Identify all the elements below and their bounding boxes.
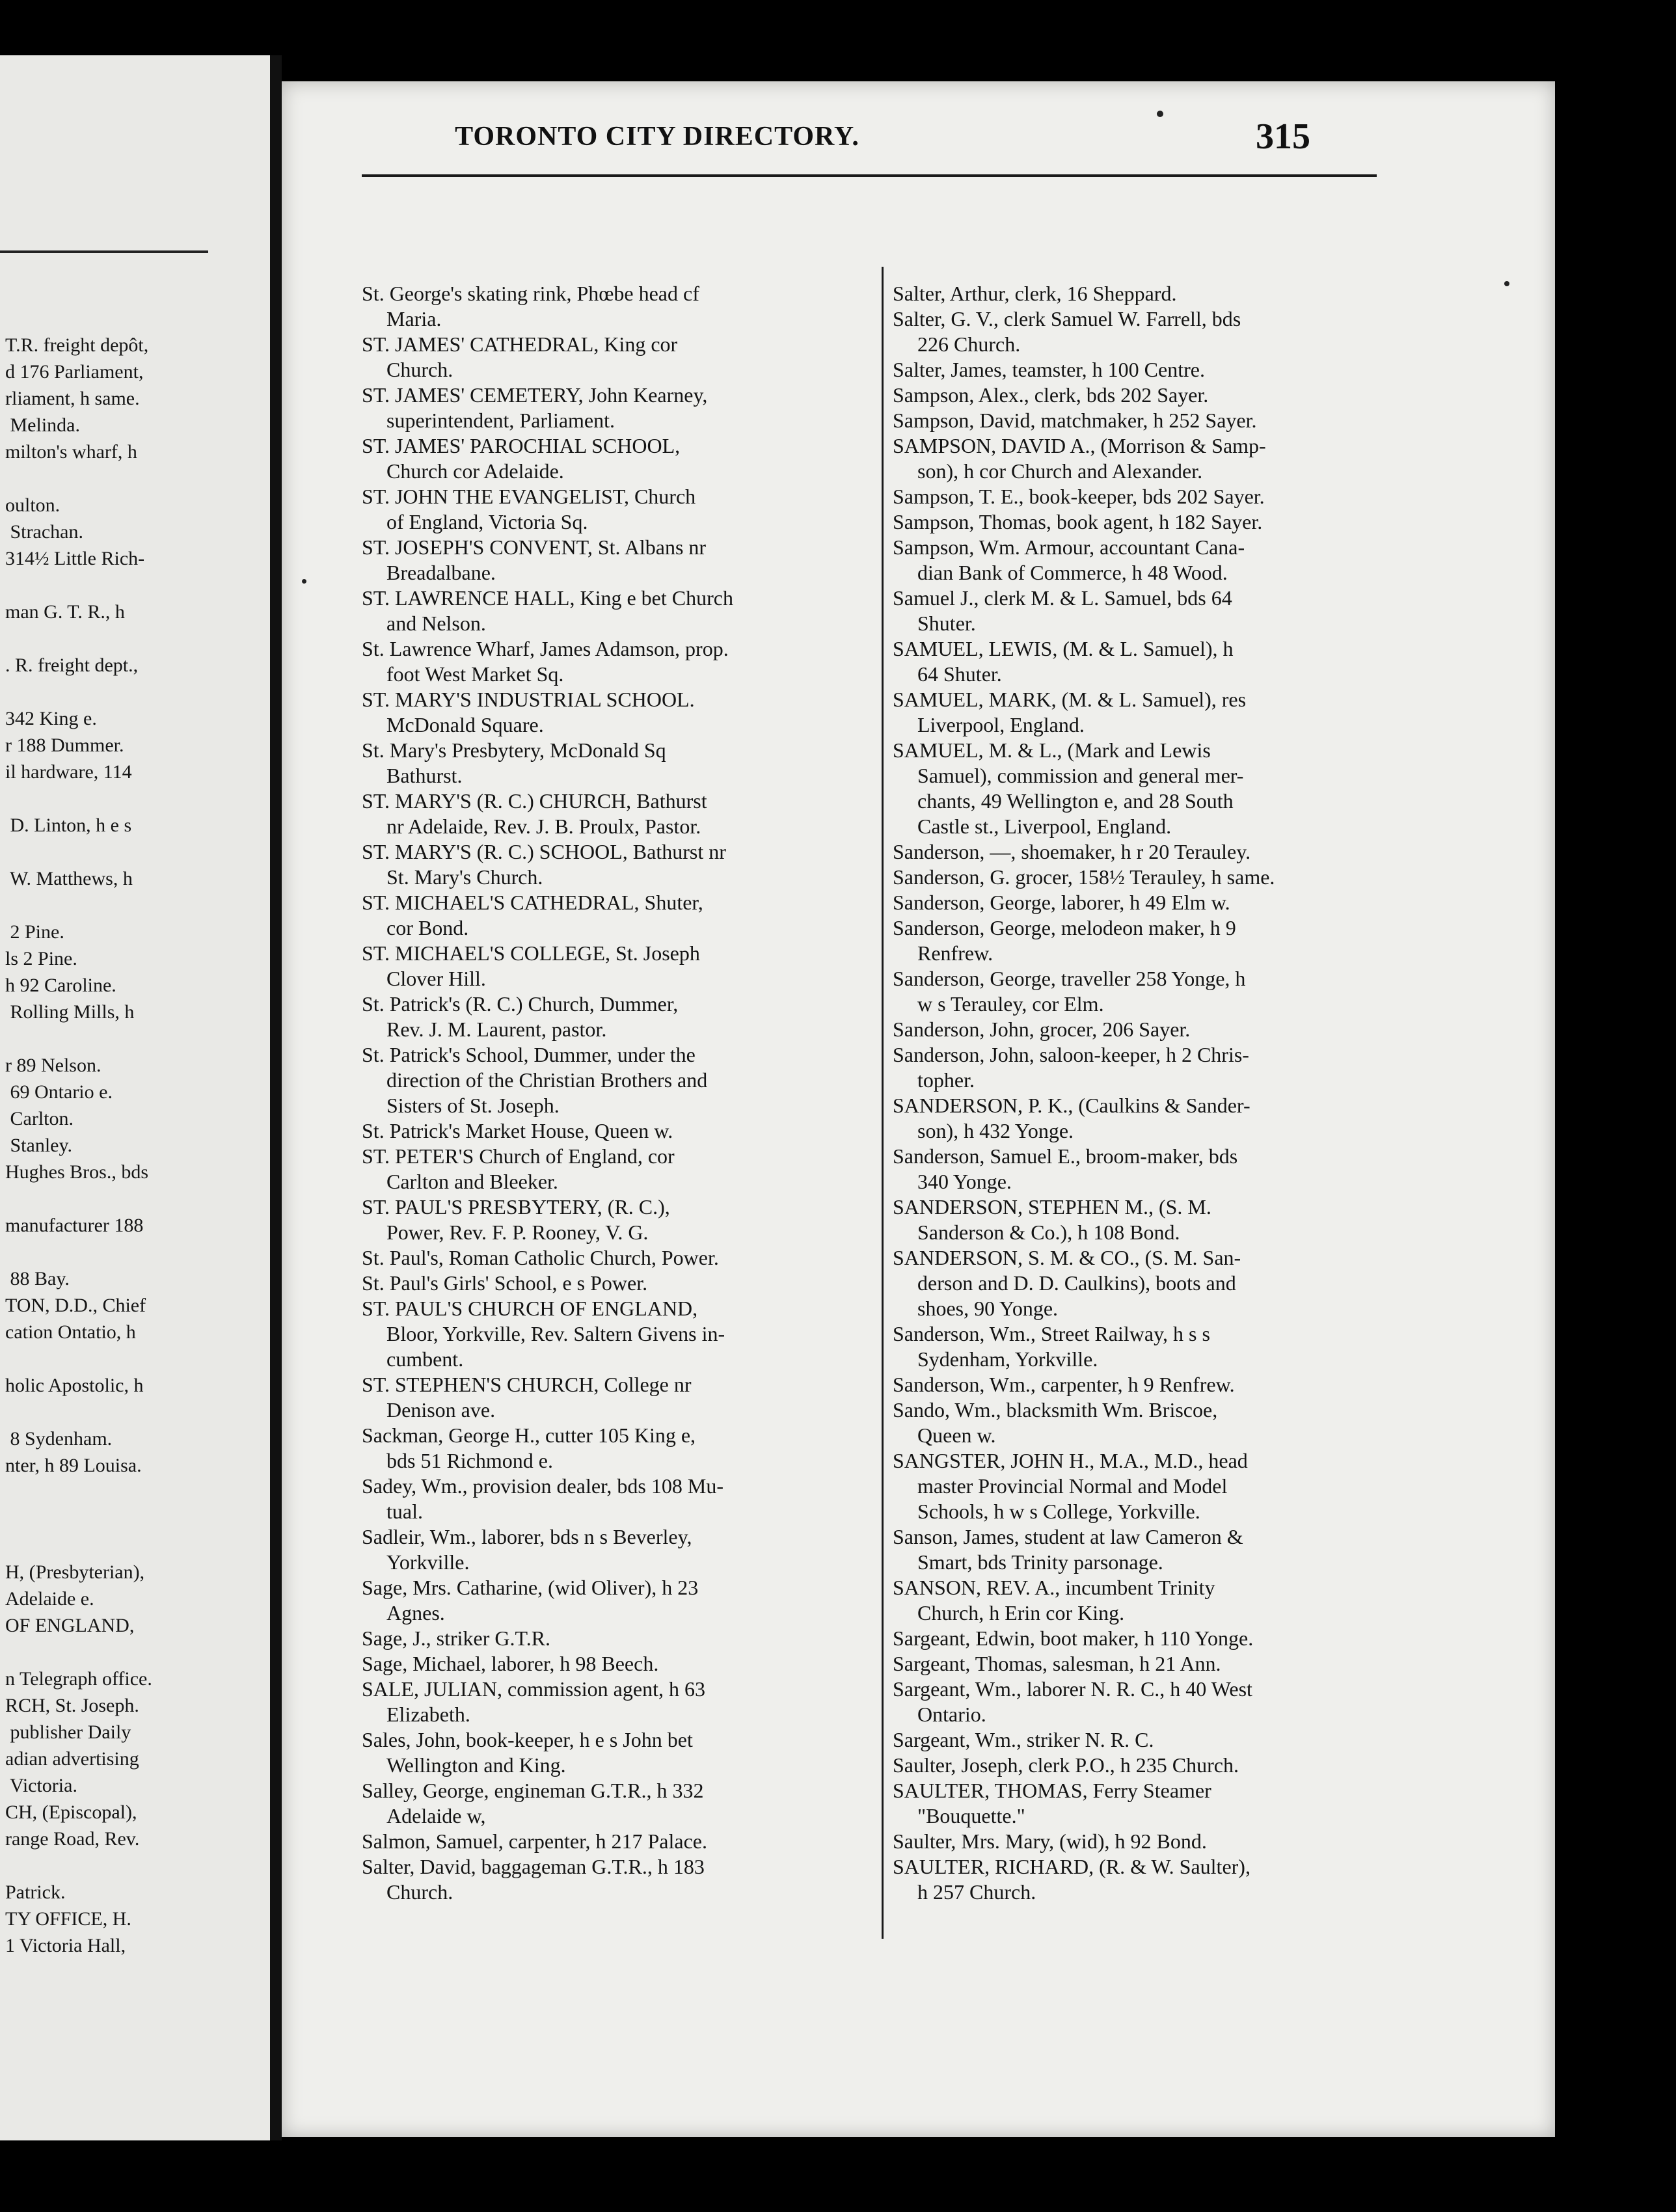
fragment-line: n Telegraph office. (5, 1668, 152, 1690)
directory-entry (362, 383, 856, 433)
directory-entry (362, 636, 856, 687)
directory-entry (893, 408, 1397, 433)
fragment-line: ls 2 Pine. (5, 948, 77, 969)
fragment-line: range Road, Rev. (5, 1828, 140, 1850)
entry-name-line: Sargeant, Wm., laborer N. R. C., h 40 West (893, 1677, 1252, 1701)
entry-continuation-line: Church cor Adelaide. (386, 459, 564, 483)
directory-entry (893, 383, 1397, 408)
fragment-line: OF ENGLAND, (5, 1615, 135, 1636)
entry-continuation-line: topher. (917, 1068, 975, 1092)
directory-entry (893, 1321, 1397, 1372)
directory-entry (362, 1194, 856, 1245)
fragment-line: H, (Presbyterian), (5, 1561, 145, 1583)
entry-continuation-line: superintendent, Parliament. (386, 409, 615, 432)
fragment-line: adian advertising (5, 1748, 139, 1770)
directory-entry (893, 1727, 1397, 1753)
entry-name-line: SANGSTER, JOHN H., M.A., M.D., head (893, 1449, 1248, 1472)
directory-entry (362, 1727, 856, 1778)
entry-name-line: ST. LAWRENCE HALL, King e bet Church (362, 586, 733, 610)
fragment-line: Adelaide e. (5, 1588, 94, 1610)
fragment-line: r 89 Nelson. (5, 1055, 101, 1076)
previous-page-text (5, 332, 270, 1959)
entry-name-line: SAMUEL, M. & L., (Mark and Lewis (893, 738, 1211, 762)
directory-entry (362, 789, 856, 839)
directory-entry (893, 433, 1397, 484)
directory-entry (362, 738, 856, 789)
directory-entry (362, 1778, 856, 1829)
directory-entry (362, 1829, 856, 1854)
entry-name-line: Sales, John, book-keeper, h e s John bet (362, 1728, 693, 1751)
entry-name-line: Sackman, George H., cutter 105 King e, (362, 1423, 696, 1447)
entry-continuation-line: cor Bond. (386, 916, 469, 939)
fragment-line: Victoria. (5, 1775, 77, 1796)
fragment-line: oulton. (5, 494, 61, 516)
entry-name-line: Sanderson, John, saloon-keeper, h 2 Chris- (893, 1043, 1249, 1066)
entry-name-line: ST. PETER'S Church of England, cor (362, 1144, 675, 1168)
directory-entry (893, 586, 1397, 636)
fragment-line (5, 679, 270, 705)
entry-name-line: ST. MARY'S (R. C.) CHURCH, Bathurst (362, 789, 707, 813)
fragment-line: Melinda. (5, 414, 80, 436)
entry-name-line: ST. STEPHEN'S CHURCH, College nr (362, 1373, 692, 1396)
fragment-line: Carlton. (5, 1108, 74, 1129)
entry-continuation-line: 340 Yonge. (917, 1170, 1012, 1193)
directory-entry (893, 1651, 1397, 1677)
entry-name-line: Saulter, Mrs. Mary, (wid), h 92 Bond. (893, 1829, 1207, 1853)
entry-name-line: Sadey, Wm., provision dealer, bds 108 Mu- (362, 1474, 723, 1498)
entry-name-line: Sampson, Wm. Armour, accountant Cana- (893, 535, 1245, 559)
entry-name-line: Sanderson, Wm., carpenter, h 9 Renfrew. (893, 1373, 1235, 1396)
entry-name-line: SAMUEL, MARK, (M. & L. Samuel), res (893, 688, 1247, 711)
directory-entry (362, 1245, 856, 1271)
entry-name-line: Sage, J., striker G.T.R. (362, 1626, 551, 1650)
entry-continuation-line: derson and D. D. Caulkins), boots and (917, 1271, 1236, 1295)
entry-continuation-line: Denison ave. (386, 1398, 496, 1422)
entry-continuation-line: cumbent. (386, 1347, 464, 1371)
fragment-line: W. Matthews, h (5, 868, 133, 889)
directory-entry (362, 1677, 856, 1727)
directory-entry (893, 1448, 1397, 1524)
entry-continuation-line: Yorkville. (386, 1550, 470, 1574)
entry-continuation-line: direction of the Christian Brothers and (386, 1068, 708, 1092)
fragment-line: CH, (Episcopal), (5, 1801, 137, 1823)
directory-entry (362, 1651, 856, 1677)
directory-entry (893, 966, 1397, 1017)
fragment-line (5, 1399, 270, 1425)
entry-name-line: Sanson, James, student at law Cameron & (893, 1525, 1243, 1548)
directory-entry (893, 1093, 1397, 1144)
fragment-line: cation Ontatio, h (5, 1321, 136, 1343)
page-number: 315 (1256, 116, 1310, 157)
entry-name-line: Sanderson, George, laborer, h 49 Elm w. (893, 891, 1230, 914)
directory-entry (893, 1042, 1397, 1093)
entry-continuation-line: Rev. J. M. Laurent, pastor. (386, 1018, 607, 1041)
fragment-line (5, 1345, 270, 1372)
entry-continuation-line: and Nelson. (386, 612, 486, 635)
directory-entry (893, 865, 1397, 890)
entry-name-line: Sanderson, Wm., Street Railway, h s s (893, 1322, 1210, 1345)
entry-continuation-line: Church, h Erin cor King. (917, 1601, 1125, 1625)
entry-name-line: Salter, David, baggageman G.T.R., h 183 (362, 1855, 705, 1878)
entry-name-line: ST. MARY'S (R. C.) SCHOOL, Bathurst nr (362, 840, 726, 863)
directory-entry (362, 1423, 856, 1474)
directory-entry (893, 306, 1397, 357)
entry-continuation-line: Agnes. (386, 1601, 445, 1625)
entry-continuation-line: son), h cor Church and Alexander. (917, 459, 1203, 483)
entry-name-line: St. Patrick's Market House, Queen w. (362, 1119, 673, 1142)
fragment-line: Patrick. (5, 1882, 66, 1903)
directory-entry (893, 1194, 1397, 1245)
fragment-line: 2 Pine. (5, 921, 64, 943)
fragment-line (5, 785, 270, 812)
directory-entry (362, 1575, 856, 1626)
entry-continuation-line: Smart, bds Trinity parsonage. (917, 1550, 1163, 1574)
directory-entry (893, 1854, 1397, 1905)
fragment-line (5, 625, 270, 652)
fragment-line: milton's wharf, h (5, 441, 137, 463)
entry-name-line: SANDERSON, STEPHEN M., (S. M. (893, 1195, 1211, 1219)
fragment-line: publisher Daily (5, 1721, 131, 1743)
entry-name-line: St. Mary's Presbytery, McDonald Sq (362, 738, 666, 762)
entry-continuation-line: 226 Church. (917, 332, 1021, 356)
entry-name-line: Sargeant, Wm., striker N. R. C. (893, 1728, 1154, 1751)
directory-entry (893, 1778, 1397, 1829)
fragment-line: 342 King e. (5, 708, 97, 729)
directory-entry (362, 535, 856, 586)
entry-continuation-line: McDonald Square. (386, 713, 544, 736)
fragment-line: 314½ Little Rich- (5, 548, 145, 569)
directory-entry (362, 332, 856, 383)
entry-name-line: SANSON, REV. A., incumbent Trinity (893, 1576, 1215, 1599)
fragment-line (5, 572, 270, 599)
entry-continuation-line: Castle st., Liverpool, England. (917, 815, 1172, 838)
directory-entry (893, 1372, 1397, 1397)
entry-continuation-line: Breadalbane. (386, 561, 496, 584)
entry-continuation-line: Shuter. (917, 612, 976, 635)
fragment-line (5, 1239, 270, 1265)
fragment-line (5, 839, 270, 865)
entry-continuation-line: Church. (386, 358, 453, 381)
directory-entry (893, 687, 1397, 738)
entry-continuation-line: Queen w. (917, 1423, 996, 1447)
directory-entry (362, 1271, 856, 1296)
entry-continuation-line: Ontario. (917, 1703, 986, 1726)
entry-name-line: SAULTER, THOMAS, Ferry Steamer (893, 1779, 1211, 1802)
entry-name-line: SANDERSON, P. K., (Caulkins & Sander- (893, 1094, 1250, 1117)
directory-entry (893, 915, 1397, 966)
entry-name-line: Salter, James, teamster, h 100 Centre. (893, 358, 1205, 381)
directory-entry (893, 1753, 1397, 1778)
directory-entry (893, 1017, 1397, 1042)
fragment-line: holic Apostolic, h (5, 1375, 144, 1396)
fragment-line: Hughes Bros., bds (5, 1161, 149, 1183)
entry-continuation-line: son), h 432 Yonge. (917, 1119, 1074, 1142)
fragment-line: D. Linton, h e s (5, 815, 132, 836)
directory-entry (893, 509, 1397, 535)
entry-continuation-line: tual. (386, 1500, 423, 1523)
fragment-line: 69 Ontario e. (5, 1081, 113, 1103)
entry-continuation-line: Sisters of St. Joseph. (386, 1094, 560, 1117)
entry-name-line: ST. MICHAEL'S CATHEDRAL, Shuter, (362, 891, 703, 914)
entry-name-line: SAMUEL, LEWIS, (M. & L. Samuel), h (893, 637, 1234, 660)
previous-page-header-rule (0, 250, 208, 253)
entry-name-line: SANDERSON, S. M. & CO., (S. M. San- (893, 1246, 1241, 1269)
directory-entry (893, 1626, 1397, 1651)
entry-name-line: Sando, Wm., blacksmith Wm. Briscoe, (893, 1398, 1218, 1422)
entry-continuation-line: Power, Rev. F. P. Rooney, V. G. (386, 1221, 649, 1244)
entry-name-line: Samuel J., clerk M. & L. Samuel, bds 64 (893, 586, 1232, 610)
entry-name-line: Sanderson, George, traveller 258 Yonge, h (893, 967, 1246, 990)
fragment-line: manufacturer 188 (5, 1215, 144, 1236)
print-speck (1157, 111, 1163, 117)
entry-name-line: SALE, JULIAN, commission agent, h 63 (362, 1677, 705, 1701)
entry-name-line: SAMPSON, DAVID A., (Morrison & Samp- (893, 434, 1266, 457)
directory-entry (362, 1296, 856, 1372)
fragment-line: 88 Bay. (5, 1268, 70, 1289)
entry-continuation-line: dian Bank of Commerce, h 48 Wood. (917, 561, 1228, 584)
entry-name-line: Sargeant, Edwin, boot maker, h 110 Yonge. (893, 1626, 1254, 1650)
fragment-line: rliament, h same. (5, 388, 140, 409)
entry-name-line: St. Lawrence Wharf, James Adamson, prop. (362, 637, 729, 660)
entry-name-line: Salmon, Samuel, carpenter, h 217 Palace. (362, 1829, 707, 1853)
entry-continuation-line: 64 Shuter. (917, 662, 1002, 686)
fragment-line (5, 465, 270, 492)
entry-continuation-line: Church. (386, 1880, 453, 1904)
entry-continuation-line: h 257 Church. (917, 1880, 1036, 1904)
entry-continuation-line: Sydenham, Yorkville. (917, 1347, 1098, 1371)
entry-name-line: Sage, Mrs. Catharine, (wid Oliver), h 23 (362, 1576, 699, 1599)
directory-entry (362, 1144, 856, 1194)
fragment-line (5, 1185, 270, 1212)
entry-continuation-line: Maria. (386, 307, 442, 330)
page-title: TORONTO CITY DIRECTORY. (455, 122, 859, 152)
directory-entry (893, 1524, 1397, 1575)
fragment-line (5, 1479, 270, 1505)
fragment-line: nter, h 89 Louisa. (5, 1455, 142, 1476)
directory-entry (362, 1524, 856, 1575)
directory-entry (362, 1626, 856, 1651)
directory-entry (893, 1245, 1397, 1321)
entry-name-line: ST. JAMES' PAROCHIAL SCHOOL, (362, 434, 681, 457)
directory-entry (893, 839, 1397, 865)
entry-continuation-line: Clover Hill. (386, 967, 486, 990)
entry-continuation-line: Carlton and Bleeker. (386, 1170, 558, 1193)
entry-name-line: St. Paul's, Roman Catholic Church, Power. (362, 1246, 719, 1269)
column-divider (882, 267, 884, 1939)
fragment-line (5, 1639, 270, 1666)
directory-entry (893, 1575, 1397, 1626)
fragment-line: TON, D.D., Chief (5, 1295, 146, 1316)
directory-entry (362, 1474, 856, 1524)
entry-name-line: ST. MARY'S INDUSTRIAL SCHOOL. (362, 688, 695, 711)
entry-name-line: ST. MICHAEL'S COLLEGE, St. Joseph (362, 941, 700, 965)
fragment-line (5, 1532, 270, 1559)
entry-name-line: Sage, Michael, laborer, h 98 Beech. (362, 1652, 659, 1675)
directory-entry (893, 738, 1397, 839)
entry-name-line: Saulter, Joseph, clerk P.O., h 235 Church. (893, 1753, 1239, 1777)
entry-name-line: Salley, George, engineman G.T.R., h 332 (362, 1779, 704, 1802)
directory-entry (893, 890, 1397, 915)
fragment-line: d 176 Parliament, (5, 361, 144, 383)
entry-name-line: Sampson, David, matchmaker, h 252 Sayer. (893, 409, 1257, 432)
fragment-line: Strachan. (5, 521, 83, 543)
fragment-line: Rolling Mills, h (5, 1001, 135, 1023)
entry-name-line: Sanderson, —, shoemaker, h r 20 Terauley. (893, 840, 1251, 863)
directory-entry (362, 991, 856, 1042)
entry-continuation-line: Wellington and King. (386, 1753, 566, 1777)
entry-name-line: Salter, G. V., clerk Samuel W. Farrell, bds (893, 307, 1241, 330)
entry-continuation-line: nr Adelaide, Rev. J. B. Proulx, Pastor. (386, 815, 701, 838)
entry-name-line: Sanderson, G. grocer, 158½ Terauley, h same. (893, 865, 1275, 889)
entry-continuation-line: chants, 49 Wellington e, and 28 South (917, 789, 1234, 813)
directory-entry (362, 941, 856, 991)
page-gutter (270, 55, 282, 2140)
entry-continuation-line: St. Mary's Church. (386, 865, 543, 889)
directory-entry (362, 687, 856, 738)
directory-entry (893, 1677, 1397, 1727)
entry-name-line: Sampson, T. E., book-keeper, bds 202 Sayer. (893, 485, 1265, 508)
entry-name-line: St. Paul's Girls' School, e s Power. (362, 1271, 648, 1295)
entry-name-line: Sadleir, Wm., laborer, bds n s Beverley, (362, 1525, 692, 1548)
fragment-line: il hardware, 114 (5, 761, 132, 783)
fragment-line: h 92 Caroline. (5, 975, 116, 996)
fragment-line: Stanley. (5, 1135, 73, 1156)
fragment-line: . R. freight dept., (5, 654, 139, 676)
directory-entry (893, 535, 1397, 586)
entry-name-line: ST. JOHN THE EVANGELIST, Church (362, 485, 696, 508)
entry-name-line: ST. JAMES' CATHEDRAL, King cor (362, 332, 678, 356)
entry-continuation-line: w s Terauley, cor Elm. (917, 992, 1104, 1016)
entry-name-line: St. Patrick's (R. C.) Church, Dummer, (362, 992, 679, 1016)
entry-name-line: ST. JOSEPH'S CONVENT, St. Albans nr (362, 535, 707, 559)
directory-entry (893, 1397, 1397, 1448)
previous-page-fragment (0, 55, 270, 2140)
fragment-line: 1 Victoria Hall, (5, 1935, 126, 1956)
directory-entry (362, 1042, 856, 1118)
fragment-line: T.R. freight depôt, (5, 334, 149, 356)
fragment-line: RCH, St. Joseph. (5, 1695, 139, 1716)
fragment-line (5, 1852, 270, 1879)
entry-continuation-line: Liverpool, England. (917, 713, 1085, 736)
entry-continuation-line: Bloor, Yorkville, Rev. Saltern Givens in- (386, 1322, 725, 1345)
fragment-line: TY OFFICE, H. (5, 1908, 131, 1930)
fragment-line (5, 1505, 270, 1532)
fragment-line: 8 Sydenham. (5, 1428, 113, 1450)
entry-name-line: Sanderson, Samuel E., broom-maker, bds (893, 1144, 1238, 1168)
entry-continuation-line: foot West Market Sq. (386, 662, 564, 686)
fragment-line (5, 1025, 270, 1052)
fragment-line: r 188 Dummer. (5, 735, 124, 756)
entry-continuation-line: shoes, 90 Yonge. (917, 1297, 1059, 1320)
directory-column-left (362, 281, 856, 1905)
entry-name-line: Sampson, Alex., clerk, bds 202 Sayer. (893, 383, 1209, 407)
entry-name-line: Sanderson, George, melodeon maker, h 9 (893, 916, 1236, 939)
entry-continuation-line: Adelaide w, (386, 1804, 486, 1828)
entry-continuation-line: "Bouquette." (917, 1804, 1025, 1828)
directory-entry (362, 281, 856, 332)
entry-name-line: Salter, Arthur, clerk, 16 Sheppard. (893, 282, 1177, 305)
entry-name-line: St. George's skating rink, Phœbe head cf (362, 282, 699, 305)
directory-entry (893, 484, 1397, 509)
directory-entry (362, 1118, 856, 1144)
directory-entry (362, 1854, 856, 1905)
entry-continuation-line: Renfrew. (917, 941, 993, 965)
entry-continuation-line: bds 51 Richmond e. (386, 1449, 553, 1472)
print-speck (1504, 281, 1509, 286)
entry-name-line: ST. JAMES' CEMETERY, John Kearney, (362, 383, 708, 407)
entry-name-line: ST. PAUL'S CHURCH OF ENGLAND, (362, 1297, 698, 1320)
directory-entry (893, 1829, 1397, 1854)
entry-continuation-line: Samuel), commission and general mer- (917, 764, 1244, 787)
directory-entry (362, 1372, 856, 1423)
entry-continuation-line: master Provincial Normal and Model (917, 1474, 1228, 1498)
entry-name-line: Sanderson, John, grocer, 206 Sayer. (893, 1018, 1191, 1041)
entry-name-line: Sampson, Thomas, book agent, h 182 Sayer. (893, 510, 1263, 533)
print-speck (302, 579, 306, 584)
fragment-line (5, 892, 270, 919)
directory-entry (362, 890, 856, 941)
entry-continuation-line: Sanderson & Co.), h 108 Bond. (917, 1221, 1180, 1244)
directory-entry (893, 281, 1397, 306)
entry-continuation-line: Elizabeth. (386, 1703, 470, 1726)
entry-continuation-line: Bathurst. (386, 764, 463, 787)
directory-entry (362, 484, 856, 535)
directory-entry (893, 1144, 1397, 1194)
entry-name-line: SAULTER, RICHARD, (R. & W. Saulter), (893, 1855, 1250, 1878)
directory-column-right (893, 281, 1397, 1905)
entry-name-line: St. Patrick's School, Dummer, under the (362, 1043, 696, 1066)
header-rule (362, 174, 1377, 177)
directory-entry (893, 636, 1397, 687)
directory-entry (362, 433, 856, 484)
entry-name-line: ST. PAUL'S PRESBYTERY, (R. C.), (362, 1195, 670, 1219)
entry-continuation-line: Schools, h w s College, Yorkville. (917, 1500, 1200, 1523)
fragment-line: man G. T. R., h (5, 601, 125, 623)
directory-entry (362, 839, 856, 890)
directory-entry (893, 357, 1397, 383)
entry-continuation-line: of England, Victoria Sq. (386, 510, 588, 533)
directory-entry (362, 586, 856, 636)
entry-name-line: Sargeant, Thomas, salesman, h 21 Ann. (893, 1652, 1221, 1675)
